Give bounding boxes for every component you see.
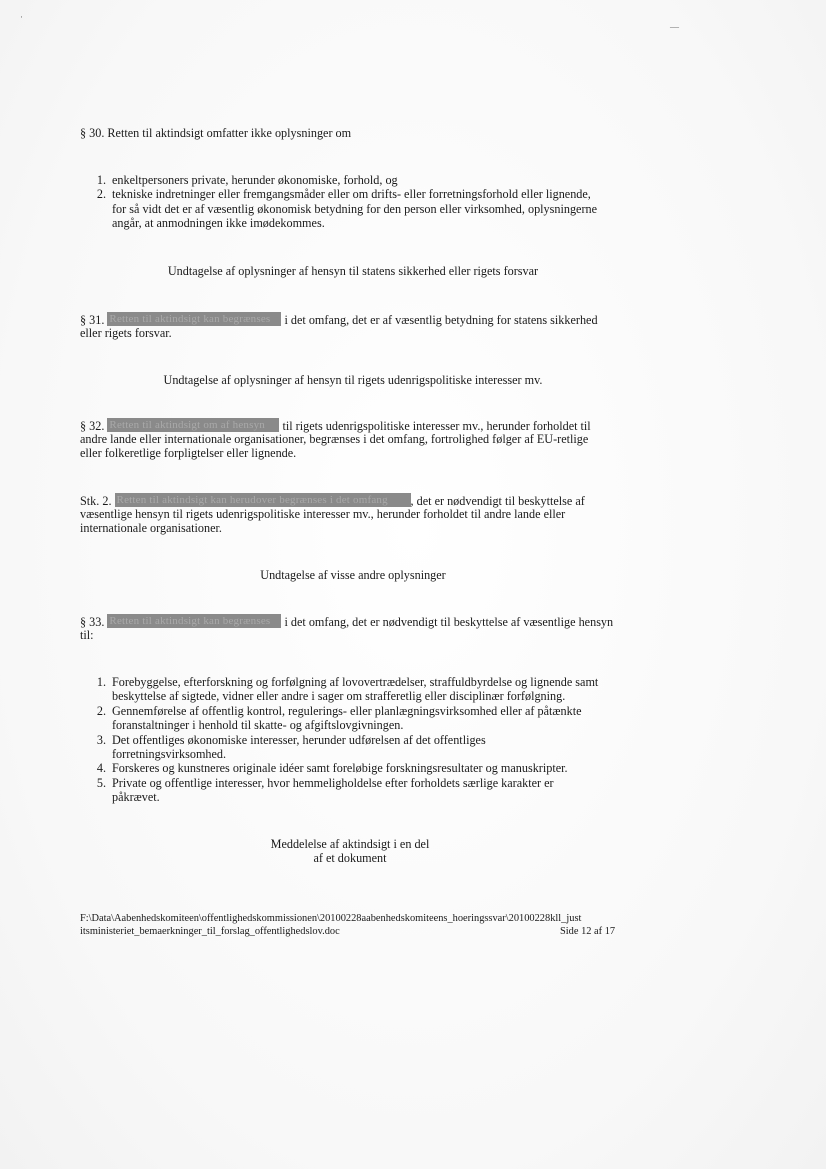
redaction-box: Retten til aktindsigt kan herudover begrænses i det omfang bbox=[115, 493, 411, 507]
list-item-number: 2. bbox=[96, 703, 106, 718]
list-item bbox=[80, 761, 598, 775]
stk-2-line-3: internationale organisationer. bbox=[80, 521, 222, 535]
redaction-box: Retten til aktindsigt om af hensyn bbox=[107, 418, 279, 432]
section-32-text: til rigets udenrigspolitiske interesser mv., herunder forholdet til bbox=[282, 419, 591, 433]
heading-meddelelse-line-2: af et dokument bbox=[313, 851, 387, 865]
list-item-number: 1. bbox=[96, 675, 106, 689]
scan-mark-right: — bbox=[670, 22, 679, 32]
section-33-line-1 bbox=[80, 614, 613, 629]
list-item-line: foranstaltninger i henhold til skatte- og afgiftslovgivningen. bbox=[112, 718, 404, 733]
list-item-number: 3. bbox=[96, 732, 106, 747]
heading-visse-andre: Undtagelse af visse andre oplysninger bbox=[260, 568, 446, 582]
list-item bbox=[80, 733, 598, 762]
list-item-number: 4. bbox=[96, 761, 106, 776]
stk-2-line-2: væsentlige hensyn til rigets udenrigspolitiske interesser mv., herunder forholdet til andre lande eller bbox=[80, 507, 566, 521]
scan-mark-left: · bbox=[20, 12, 23, 22]
heading-statens-sikkerhed: Undtagelse af oplysninger af hensyn til statens sikkerhed eller rigets forsvar bbox=[167, 264, 539, 278]
redaction-box: Retten til aktindsigt kan begrænses bbox=[107, 614, 281, 628]
heading-udenrigspolitiske: Undtagelse af oplysninger af hensyn til rigets udenrigspolitiske interesser mv. bbox=[163, 373, 543, 387]
section-33-line-2: til: bbox=[80, 628, 94, 642]
section-31-line-2: eller rigets forsvar. bbox=[80, 326, 172, 340]
section-33-label: § 33. bbox=[80, 615, 105, 629]
list-item bbox=[80, 187, 597, 230]
footer-file-path-line-2: itsministeriet_bemaerkninger_til_forslag_offentlighedslov.doc bbox=[80, 926, 340, 937]
section-32-line-2: andre lande eller internationale organisationer, begrænses i det omfang, fortrolighed følger af EU-retlige bbox=[80, 432, 589, 446]
list-item-number: 1. bbox=[96, 173, 106, 187]
section-33-text: i det omfang, det er nødvendigt til beskyttelse af væsentlige hensyn bbox=[284, 615, 614, 629]
list-item-line: Private og offentlige interesser, hvor hemmeligholdelse efter forholdets særlige karakter er bbox=[112, 775, 554, 790]
list-item-number: 5. bbox=[96, 775, 106, 790]
list-item-line: Forskeres og kunstneres originale idéer samt foreløbige forskningsresultater og manuskripter. bbox=[112, 761, 568, 776]
list-item bbox=[80, 675, 598, 704]
footer-file-path-line-1: F:\Data\Aabenhedskomiteen\offentlighedskommissionen\20100228aabenhedskomiteens_hoeringssvar\20100228kll_just bbox=[80, 913, 582, 924]
list-item-line: påkrævet. bbox=[112, 790, 160, 805]
section-31-label: § 31. bbox=[80, 313, 105, 327]
list-item-line: Det offentliges økonomiske interesser, herunder udførelsen af det offentliges bbox=[112, 732, 486, 747]
list-item-line: angår, at anmodningen ikke imødekommes. bbox=[112, 216, 325, 231]
list-item-line: for så vidt det er af væsentlig økonomisk betydning for den person eller virksomhed, oplysningerne bbox=[112, 201, 598, 216]
list-item-line: beskyttelse af sigtede, vidner eller andre i sager om strafferetlig eller disciplinær forfølgning. bbox=[112, 689, 566, 704]
footer-page-number: Side 12 af 17 bbox=[560, 926, 616, 937]
list-item-line: forretningsvirksomhed. bbox=[112, 747, 227, 762]
heading-meddelelse-line-1: Meddelelse af aktindsigt i en del bbox=[270, 837, 430, 851]
section-31-text: i det omfang, det er af væsentlig betydning for statens sikkerhed bbox=[284, 313, 598, 327]
stk-2-label: Stk. 2. bbox=[80, 494, 112, 508]
section-32-line-3: eller folkeretlige forpligtelser eller lignende. bbox=[80, 446, 297, 460]
stk-2-text: , det er nødvendigt til beskyttelse af bbox=[410, 494, 585, 508]
list-item bbox=[80, 704, 598, 733]
list-item-line: Gennemførelse af offentlig kontrol, regulerings- eller planlægningsvirksomhed eller af påtænkte bbox=[112, 703, 582, 718]
section-30-list bbox=[80, 173, 597, 231]
list-item bbox=[80, 173, 597, 187]
list-item bbox=[80, 776, 598, 805]
list-item-number: 2. bbox=[96, 187, 106, 202]
list-item-line: tekniske indretninger eller fremgangsmåder eller om drifts- eller forretningsforhold eller lignende, bbox=[112, 187, 591, 202]
list-item-line: enkeltpersoners private, herunder økonomiske, forhold, og bbox=[112, 173, 398, 187]
section-33-list bbox=[80, 675, 598, 805]
section-32-label: § 32. bbox=[80, 419, 105, 433]
redaction-box: Retten til aktindsigt kan begrænses bbox=[107, 312, 281, 326]
list-item-line: Forebyggelse, efterforskning og forfølgning af lovovertrædelser, straffuldbyrdelse og lignende samt bbox=[112, 675, 599, 689]
section-30-heading: § 30. Retten til aktindsigt omfatter ikke oplysninger om bbox=[80, 126, 352, 140]
